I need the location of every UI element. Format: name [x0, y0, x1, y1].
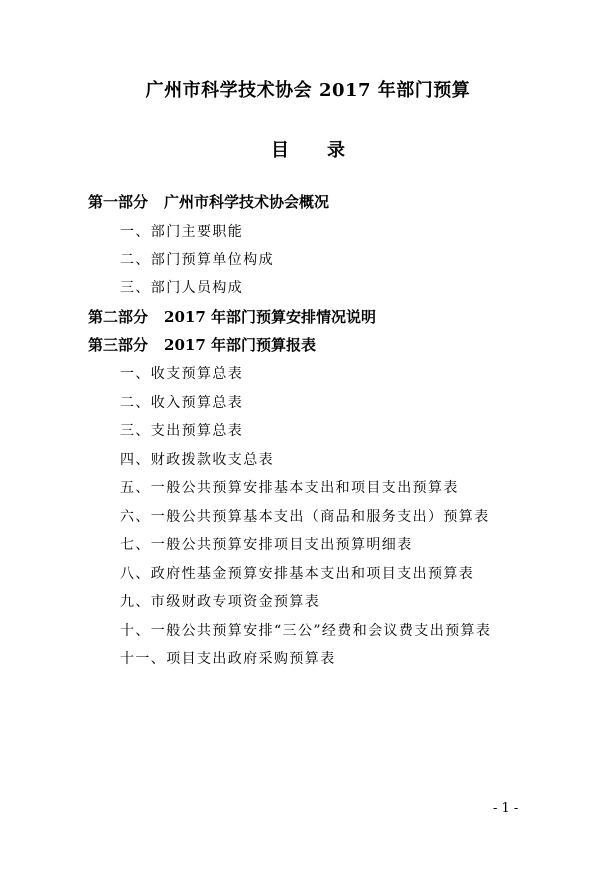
toc-item[interactable]: 三、支出预算总表 — [120, 423, 244, 439]
toc-part-number: 第三部分 — [88, 336, 149, 354]
toc-heading — [0, 136, 616, 162]
toc-part-3[interactable] — [88, 335, 316, 355]
toc-item[interactable]: 四、财政拨款收支总表 — [120, 452, 274, 468]
toc-item[interactable]: 一、部门主要职能 — [120, 224, 244, 240]
toc-part-title: 2017 年部门预算报表 — [164, 336, 316, 354]
toc-item[interactable]: 二、部门预算单位构成 — [120, 252, 274, 268]
toc-heading-char-1: 目 — [271, 140, 289, 161]
toc-item[interactable]: 一、收支预算总表 — [120, 366, 244, 382]
toc-item[interactable]: 七、一般公共预算安排项目支出预算明细表 — [120, 537, 413, 553]
toc-item[interactable]: 六、一般公共预算基本支出（商品和服务支出）预算表 — [120, 509, 490, 525]
page-title: 广州市科学技术协会 2017 年部门预算 — [145, 80, 471, 101]
toc-heading-char-2: 录 — [327, 140, 345, 161]
toc-part-title: 广州市科学技术协会概况 — [164, 193, 330, 211]
toc-item[interactable]: 三、部门人员构成 — [120, 280, 244, 296]
toc-item[interactable]: 二、收入预算总表 — [120, 395, 244, 411]
toc-part-title: 2017 年部门预算安排情况说明 — [164, 308, 376, 326]
toc-item[interactable]: 十、一般公共预算安排“三公”经费和会议费支出预算表 — [120, 623, 492, 639]
toc-item[interactable]: 九、市级财政专项资金预算表 — [120, 594, 321, 610]
toc-part-number: 第二部分 — [88, 308, 149, 326]
toc-part-number: 第一部分 — [88, 193, 149, 211]
toc-item[interactable]: 八、政府性基金预算安排基本支出和项目支出预算表 — [120, 566, 475, 582]
toc-item[interactable]: 五、一般公共预算安排基本支出和项目支出预算表 — [120, 480, 459, 496]
toc-part-2[interactable] — [88, 307, 376, 327]
toc-part-1[interactable] — [88, 192, 329, 212]
page-number: - 1 - — [493, 801, 519, 816]
toc-item[interactable]: 十一、项目支出政府采购预算表 — [120, 651, 336, 667]
